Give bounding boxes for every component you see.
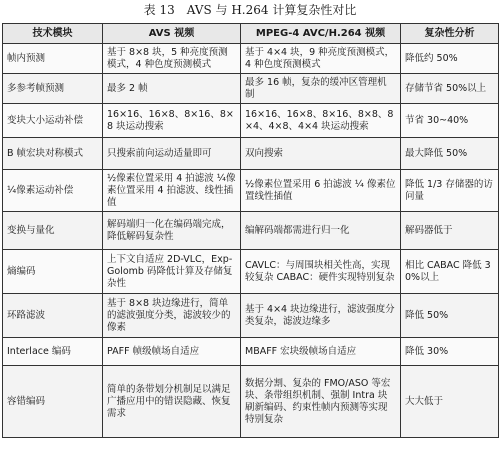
table-caption: 表 13 AVS 与 H.264 计算复杂性对比 (143, 3, 357, 17)
cell-h264: 双向搜索 (241, 138, 401, 170)
header-module: 技术模块 (3, 24, 103, 44)
cell-module: 容错编码 (3, 366, 103, 438)
cell-avs: 基于 8×8 块，5 种亮度预测模式，4 种色度预测模式 (103, 44, 241, 74)
cell-h264: 数据分割、复杂的 FMO/ASO 等宏块、条带组织机制、强制 Intra 块刷新编码、约束性帧内预测等实现特别复杂 (241, 366, 401, 438)
table-row (3, 294, 499, 338)
cell-module: 变块大小运动补偿 (3, 104, 103, 138)
cell-avs: 解码端归一化在编码端完成，降低解码复杂性 (103, 212, 241, 250)
cell-analysis: 相比 CABAC 降低 30%以上 (401, 250, 499, 294)
cell-module: 帧内预测 (3, 44, 103, 74)
cell-h264: 基于 4×4 块边缘进行，滤波强度分类复杂，滤波边缘多 (241, 294, 401, 338)
cell-avs: 简单的条带划分机制足以满足广播应用中的错误隐藏、恢复需求 (103, 366, 241, 438)
cell-module: B 帧宏块对称模式 (3, 138, 103, 170)
header-row (3, 24, 499, 44)
header-analysis: 复杂性分析 (401, 24, 499, 44)
header-h264: MPEG-4 AVC/H.264 视频 (241, 24, 401, 44)
cell-module: 变换与量化 (3, 212, 103, 250)
cell-module: 熵编码 (3, 250, 103, 294)
cell-avs: PAFF 帧级帧场自适应 (103, 338, 241, 366)
cell-avs: 最多 2 帧 (103, 74, 241, 104)
table-row (3, 44, 499, 74)
header-avs: AVS 视频 (103, 24, 241, 44)
cell-analysis: 大大低于 (401, 366, 499, 438)
cell-h264: 编解码端都需进行归一化 (241, 212, 401, 250)
cell-module: Interlace 编码 (3, 338, 103, 366)
table-row (3, 366, 499, 438)
table-row (3, 250, 499, 294)
table-row (3, 170, 499, 212)
cell-avs: ½像素位置采用 4 拍滤波 ¼像素位置采用 4 拍滤波、线性插值 (103, 170, 241, 212)
cell-analysis: 解码器低于 (401, 212, 499, 250)
cell-analysis: 降低 30% (401, 338, 499, 366)
complexity-comparison-table (2, 23, 499, 438)
cell-h264: 基于 4×4 块，9 种亮度预测模式，4 种色度预测模式 (241, 44, 401, 74)
cell-h264: MBAFF 宏块级帧场自适应 (241, 338, 401, 366)
table-row (3, 212, 499, 250)
cell-analysis: 降低 1/3 存储器的访问量 (401, 170, 499, 212)
cell-h264: ½像素位置采用 6 拍滤波 ¼ 像素位置线性插值 (241, 170, 401, 212)
cell-avs: 基于 8×8 块边缘进行，简单的滤波强度分类，滤波较少的像素 (103, 294, 241, 338)
cell-avs: 16×16、16×8、8×16、8×8 块运动搜索 (103, 104, 241, 138)
table-row (3, 138, 499, 170)
cell-analysis: 降低 50% (401, 294, 499, 338)
cell-module: ¼像素运动补偿 (3, 170, 103, 212)
table-row (3, 338, 499, 366)
cell-module: 多参考帧预测 (3, 74, 103, 104)
cell-module: 环路滤波 (3, 294, 103, 338)
cell-avs: 只搜索前向运动适量即可 (103, 138, 241, 170)
cell-h264: 16×16、16×8、8×16、8×8、8×4、4×8、4×4 块运动搜索 (241, 104, 401, 138)
cell-analysis: 最大降低 50% (401, 138, 499, 170)
cell-analysis: 存储节省 50%以上 (401, 74, 499, 104)
table-row (3, 74, 499, 104)
cell-avs: 上下文自适应 2D-VLC，Exp-Golomb 码降低计算及存储复杂性 (103, 250, 241, 294)
cell-h264: CAVLC：与周围块相关性高，实现较复杂 CABAC：硬件实现特别复杂 (241, 250, 401, 294)
cell-analysis: 降低约 50% (401, 44, 499, 74)
cell-analysis: 节省 30~40% (401, 104, 499, 138)
cell-h264: 最多 16 帧，复杂的缓冲区管理机制 (241, 74, 401, 104)
table-row (3, 104, 499, 138)
